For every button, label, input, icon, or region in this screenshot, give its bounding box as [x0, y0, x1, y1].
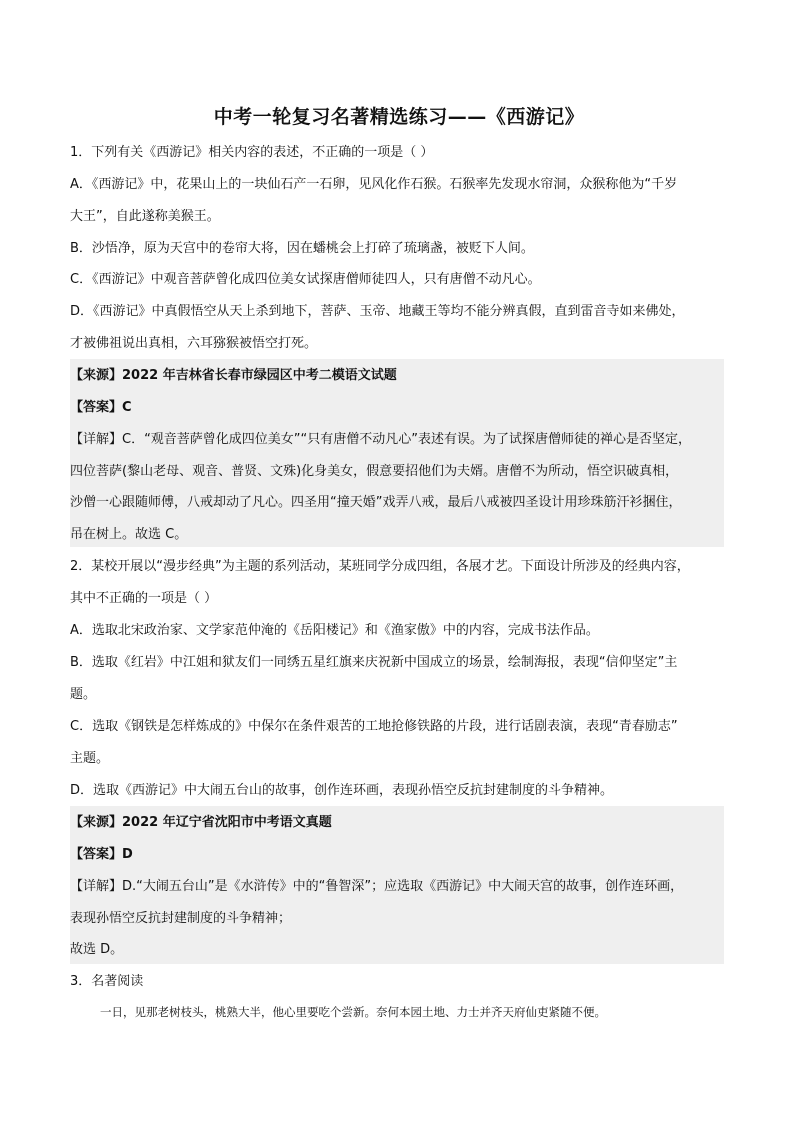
q2-answer: 【答案】D: [70, 847, 133, 862]
q1-option-a-line2: 大王”，自此遂称美猴王。: [70, 209, 220, 224]
q1-option-c: C．《西游记》中观音菩萨曾化成四位美女试探唐僧师徒四人，只有唐僧不动凡心。: [70, 272, 541, 287]
q1-answer: 【答案】C: [70, 400, 132, 415]
q2-detail-line2: 表现孙悟空反抗封建制度的斗争精神；: [70, 911, 292, 926]
q1-option-a-line1: A．《西游记》中，花果山上的一块仙石产一石卵，见风化作石猴。石猴率先发现水帘洞，众猴称他为“千岁: [70, 177, 678, 192]
q2-option-c-line2: 主题。: [70, 751, 110, 766]
q1-option-d-line2: 才被佛祖说出真相，六耳猕猴被悟空打死。: [70, 336, 318, 351]
q3-stem: 3．名著阅读: [70, 974, 144, 989]
q3-passage: 一日，见那老树枝头，桃熟大半，他心里要吃个尝新。奈何本园土地、力士并齐天府仙吏紧随不便。: [100, 1005, 606, 1019]
q2-option-d: D．选取《西游记》中大闹五台山的故事，创作连环画，表现孙悟空反抗封建制度的斗争精神。: [70, 783, 614, 798]
q1-answer-panel: [70, 359, 724, 547]
q1-detail-line1: 【详解】C．“观音菩萨曾化成四位美女”“只有唐僧不动凡心”表述有误。为了试探唐僧师徒的禅心是否坚定，: [70, 432, 692, 447]
q2-detail-line1: 【详解】D.“大闹五台山”是《水浒传》中的“鲁智深”；应选取《西游记》中大闹天宫的故事，创作连环画，: [70, 879, 684, 894]
q2-stem-line2: 其中不正确的一项是（ ）: [70, 591, 218, 606]
q2-detail-line3: 故选 D。: [70, 942, 124, 957]
q1-option-b: B．沙悟净，原为天宫中的卷帘大将，因在蟠桃会上打碎了琉璃盏，被贬下人间。: [70, 241, 534, 256]
q1-stem: 1．下列有关《西游记》相关内容的表述，不正确的一项是（ ）: [70, 145, 434, 160]
q2-option-b-line1: B．选取《红岩》中江姐和狱友们一同绣五星红旗来庆祝新中国成立的场景，绘制海报，表现“信仰坚定”主: [70, 655, 678, 670]
q2-option-b-line2: 题。: [70, 687, 97, 702]
q1-detail-line4: 吊在树上。故选 C。: [70, 527, 188, 542]
q1-detail-line3: 沙僧一心跟随师傅，八戒却动了凡心。四圣用“撞天婚”戏弄八戒，最后八戒被四圣设计用珍珠筋汗衫捆住，: [70, 495, 682, 510]
q1-option-d-line1: D．《西游记》中真假悟空从天上杀到地下，菩萨、玉帝、地藏王等均不能分辨真假，直到雷音寺如来佛处，: [70, 304, 685, 319]
q2-option-a: A．选取北宋政治家、文学家范仲淹的《岳阳楼记》和《渔家傲》中的内容，完成书法作品。: [70, 623, 599, 638]
q2-option-c-line1: C．选取《钢铁是怎样炼成的》中保尔在条件艰苦的工地抢修铁路的片段，进行话剧表演，表现“青春励志”: [70, 719, 678, 734]
q1-detail-line2: 四位菩萨(黎山老母、观音、普贤、文殊)化身美女，假意要招他们为夫婿。唐僧不为所动，悟空识破真相，: [70, 464, 679, 479]
q1-source: 【来源】2022 年吉林省长春市绿园区中考二模语文试题: [70, 368, 397, 383]
q2-stem-line1: 2．某校开展以“漫步经典”为主题的系列活动，某班同学分成四组，各展才艺。下面设计所涉及的经典内容，: [70, 559, 690, 574]
q2-source: 【来源】2022 年辽宁省沈阳市中考语文真题: [70, 815, 332, 830]
document-title: 中考一轮复习名著精选练习——《西游记》: [213, 106, 585, 128]
